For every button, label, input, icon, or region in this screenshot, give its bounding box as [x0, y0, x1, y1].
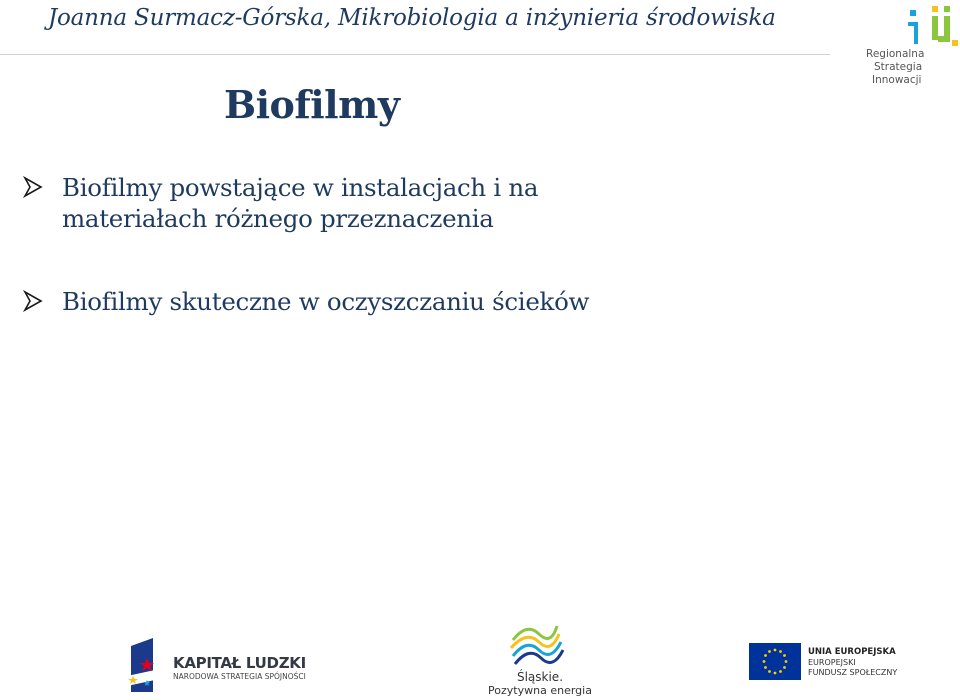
kapital-ludzki-title: KAPITAŁ LUDZKI — [173, 654, 306, 672]
eu-title: UNIA EUROPEJSKA — [808, 647, 896, 657]
bullet-text: Biofilmy powstające w instalacjach i na materiałach różnego przeznaczenia — [62, 173, 539, 233]
ris-line-1: Regionalna — [866, 48, 925, 60]
bullet-item — [22, 286, 682, 317]
slaskie-line-1: Śląskie. — [516, 670, 564, 684]
ris-line-3: Innowacji — [872, 74, 922, 86]
header-divider — [0, 54, 830, 55]
slaskie-line-2: Pozytywna energia — [488, 684, 592, 697]
regional-strategy-logo — [866, 48, 956, 87]
arrowhead-bullet-icon — [22, 290, 44, 312]
arrowhead-bullet-icon — [22, 176, 44, 198]
header-title: Joanna Surmacz-Górska, Mikrobiologia a inżynieria środowiska — [48, 5, 776, 31]
bullet-item — [22, 172, 682, 234]
eu-line-2: EUROPEJSKI — [808, 658, 856, 667]
slaskie-logo-icon — [505, 620, 565, 672]
kapital-ludzki-subtitle: NARODOWA STRATEGIA SPÓJNOŚCI — [173, 672, 306, 681]
slide-title: Biofilmy — [224, 82, 400, 127]
eu-flag-icon — [749, 643, 801, 680]
eu-line-3: FUNDUSZ SPOŁECZNY — [808, 668, 898, 677]
ris-line-2: Strategia — [874, 61, 923, 73]
bullet-text: Biofilmy skuteczne w oczyszczaniu ścieków — [62, 287, 590, 316]
